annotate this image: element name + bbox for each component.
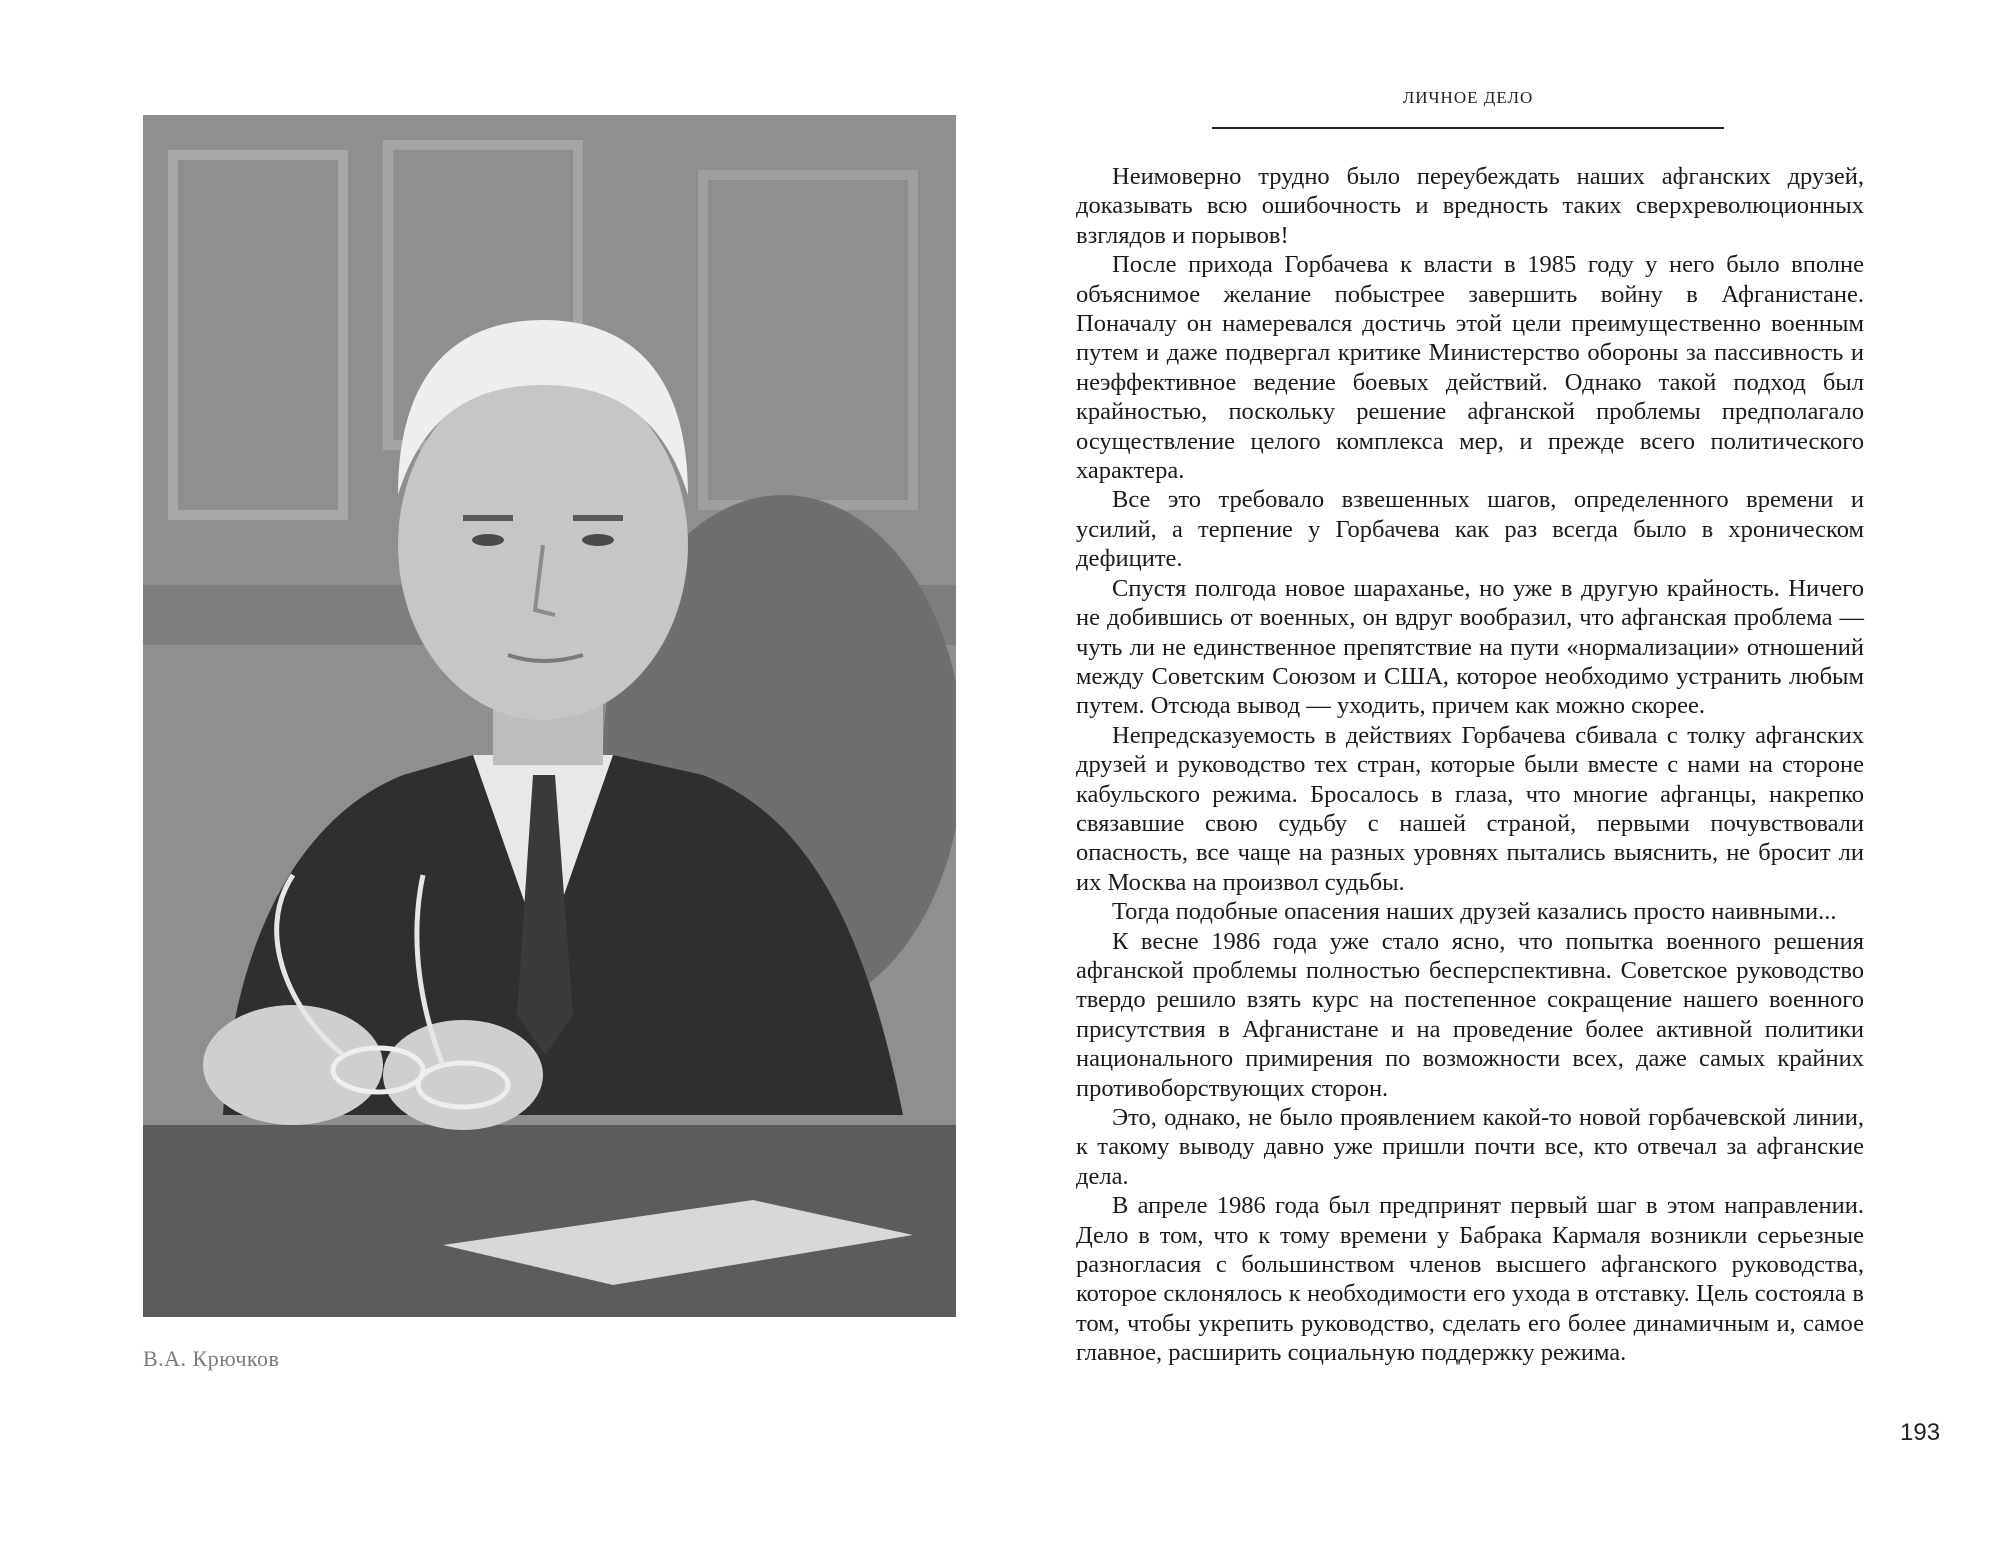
paragraph: Все это требовало взвешенных шагов, определенного времени и усилий, а терпение у Горбачева как раз всегда было в хроническом дефиците. (1076, 486, 1864, 573)
running-head: ЛИЧНОЕ ДЕЛО (1402, 88, 1534, 107)
paragraph: В апреле 1986 года был предпринят первый шаг в этом направлении. Дело в том, что к тому времени у Бабрака Кармаля возникли серьезные разногласия с большинством членов высшего афганского руководства, которое склонялось к необходимости его ухода в отставку. Цель состояла в том, чтобы укрепить руководство, сделать его более динамичным и, самое главное, расширить социальную поддержку режима. (1076, 1192, 1864, 1367)
portrait-photo (143, 115, 956, 1317)
paragraph: Это, однако, не было проявлением какой-то новой горбачевской линии, к такому выводу давно уже пришли почти все, кто отвечал за афганские дела. (1076, 1104, 1864, 1190)
paragraph: После прихода Горбачева к власти в 1985 году у него было вполне объяснимое желание побыстрее завершить войну в Афганистане. Поначалу он намеревался достичь этой цели преимущественно военным путем и даже подвергал критике Министерство обороны за пассивность и неэффективное ведение боевых действий. Однако такой подход был крайностью, поскольку решение афганской проблемы предполагало осуществление целого комплекса мер, и прежде всего политического характера. (1076, 251, 1864, 485)
body-text (1076, 162, 1864, 1368)
paragraph: К весне 1986 года уже стало ясно, что попытка военного решения афганской проблемы полностью бесперспективна. Советское руководство твердо решило взять курс на постепенное сокращение нашего военного присутствия в Афганистане и на проведение более активной политики национального примирения по возможности всех, даже самых крайних противоборствующих сторон. (1076, 927, 1864, 1102)
header-rule (1212, 127, 1724, 129)
paragraph: Спустя полгода новое шараханье, но уже в другую крайность. Ничего не добившись от военных, он вдруг вообразил, что афганская проблема — чуть ли не единственное препятствие на пути «нормализации» отношений между Советским Союзом и США, которое необходимо устранить любым путем. Отсюда вывод — уходить, причем как можно скорее. (1076, 574, 1864, 720)
portrait-illustration (143, 115, 956, 1317)
paragraph: Непредсказуемость в действиях Горбачева сбивала с толку афганских друзей и руководство тех стран, которые были вместе с нами на стороне кабульского режима. Бросалось в глаза, что многие афганцы, накрепко связавшие свою судьбу с нашей страной, первыми почувствовали опасность, все чаще на разных уровнях пытались выяснить, не бросит ли их Москва на произвол судьбы. (1076, 721, 1864, 896)
page-number: 193 (1900, 1419, 1941, 1446)
paragraph: Тогда подобные опасения наших друзей казались просто наивными... (1112, 898, 1837, 926)
paragraph: Неимоверно трудно было переубеждать наших афганских друзей, доказывать всю ошибочность и вредность таких сверхреволюционных взглядов и порывов! (1076, 163, 1864, 249)
photo-caption: В.А. Крючков (143, 1346, 280, 1371)
